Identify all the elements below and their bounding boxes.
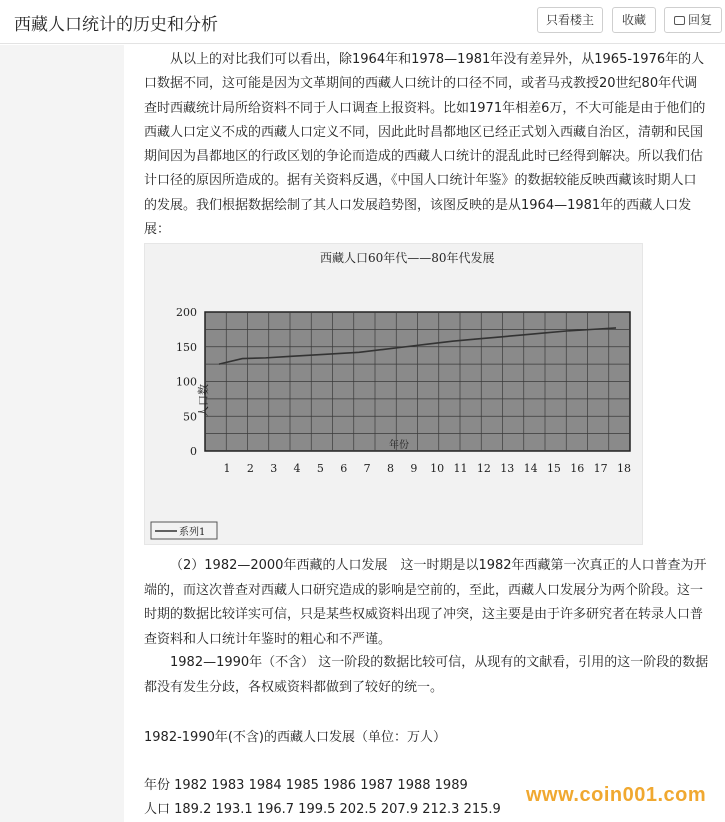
chart-grid: [205, 312, 630, 451]
x-tick-label: 3: [270, 462, 278, 475]
x-tick-label: 8: [386, 462, 394, 475]
article-paragraph: 1982—1990年（不含） 这一阶段的数据比较可信，从现有的文献看，引用的这一阶段的数据都没有发生分歧，各权威资料都做到了较好的统一。: [144, 655, 709, 695]
x-tick-label: 15: [546, 462, 561, 475]
population-row: 人口 189.2 193.1 196.7 199.5 202.5 207.9 212.3 215.9: [144, 802, 501, 817]
thread-title: 西藏人口统计的历史和分析: [14, 15, 218, 35]
y-tick-label: 100: [176, 375, 197, 389]
population-chart-image: [144, 243, 643, 545]
author-sidebar: [0, 45, 124, 822]
reply-label: 回复: [687, 13, 712, 27]
x-tick-label: 16: [570, 462, 585, 475]
post-content: [124, 45, 725, 822]
reply-icon: [674, 16, 685, 25]
y-tick-label: 200: [176, 306, 197, 319]
y-axis-label: 人口数: [197, 384, 210, 417]
x-tick-label: 14: [523, 462, 538, 475]
thread-header: [0, 0, 725, 44]
x-tick-label: 10: [430, 462, 445, 475]
reply-button[interactable]: [664, 7, 722, 33]
y-tick-label: 50: [183, 410, 197, 424]
y-tick-label: 150: [176, 340, 197, 354]
y-axis-ticks: [176, 306, 197, 458]
x-tick-label: 9: [410, 462, 418, 475]
site-watermark: www.coin001.com: [526, 784, 707, 806]
x-tick-label: 4: [293, 462, 301, 475]
x-axis-label: 年份: [389, 440, 409, 451]
x-axis-ticks: [224, 462, 632, 475]
x-tick-label: 5: [316, 462, 324, 475]
x-tick-label: 12: [476, 462, 491, 475]
x-tick-label: 2: [246, 462, 254, 475]
x-tick-label: 1: [223, 462, 231, 475]
chart-legend: [151, 522, 217, 539]
favorite-button[interactable]: 收藏: [612, 7, 656, 33]
y-tick-label: 0: [190, 445, 197, 458]
x-tick-label: 6: [340, 462, 348, 475]
article-paragraph: （2）1982—2000年西藏的人口发展 这一时期是以1982年西藏第一次真正的人口普查为开端的，而这次普查对西藏人口研究造成的影响是空前的，至此，西藏人口发展分为两个阶段。这一时期的数据比较详实可信，只是某些权威资料出现了冲突，这主要是由于许多研究者在转录人口普查资料和人口统计年鉴时的粗心和不严谨。: [144, 558, 707, 647]
population-chart: [145, 244, 644, 546]
table-caption: 1982-1990年(不含)的西藏人口发展（单位：万人）: [144, 730, 447, 745]
x-tick-label: 17: [593, 462, 608, 475]
article-paragraph: 从以上的对比我们可以看出，除1964年和1978—1981年没有差异外，从1965-1976年的人口数据不同，这可能是因为文革期间的西藏人口统计的口径不同，或者马戎教授20世纪80年代调查时西藏统计局所给资料不同于人口调查上报资料。比如1971年相差6万，不大可能是由于他们的西藏人口定义不成的西藏人口定义不同，因此此时昌都地区已经正式划入西藏自治区，清朝和民国期间因为昌都地区的行政区划的争论而造成的西藏人口统计的混乱此时已经得到解决。所以我们估计口径的原因所造成的。据有关资料反遇，《中国人口统计年鉴》的数据较能反映西藏该时期人口的发展。我们根据数据绘制了其人口发展趋势图，该图反映的是从1964—1981年的西藏人口发展：: [144, 52, 706, 238]
year-row: 年份 1982 1983 1984 1985 1986 1987 1988 1989: [144, 778, 468, 793]
x-tick-label: 11: [453, 462, 468, 475]
legend-label: 系列1: [179, 527, 206, 538]
only-op-button[interactable]: 只看楼主: [537, 7, 603, 33]
x-tick-label: 18: [617, 462, 631, 475]
x-tick-label: 13: [500, 462, 515, 475]
chart-title: 西藏人口60年代——80年代发展: [320, 251, 495, 265]
x-tick-label: 7: [363, 462, 371, 475]
